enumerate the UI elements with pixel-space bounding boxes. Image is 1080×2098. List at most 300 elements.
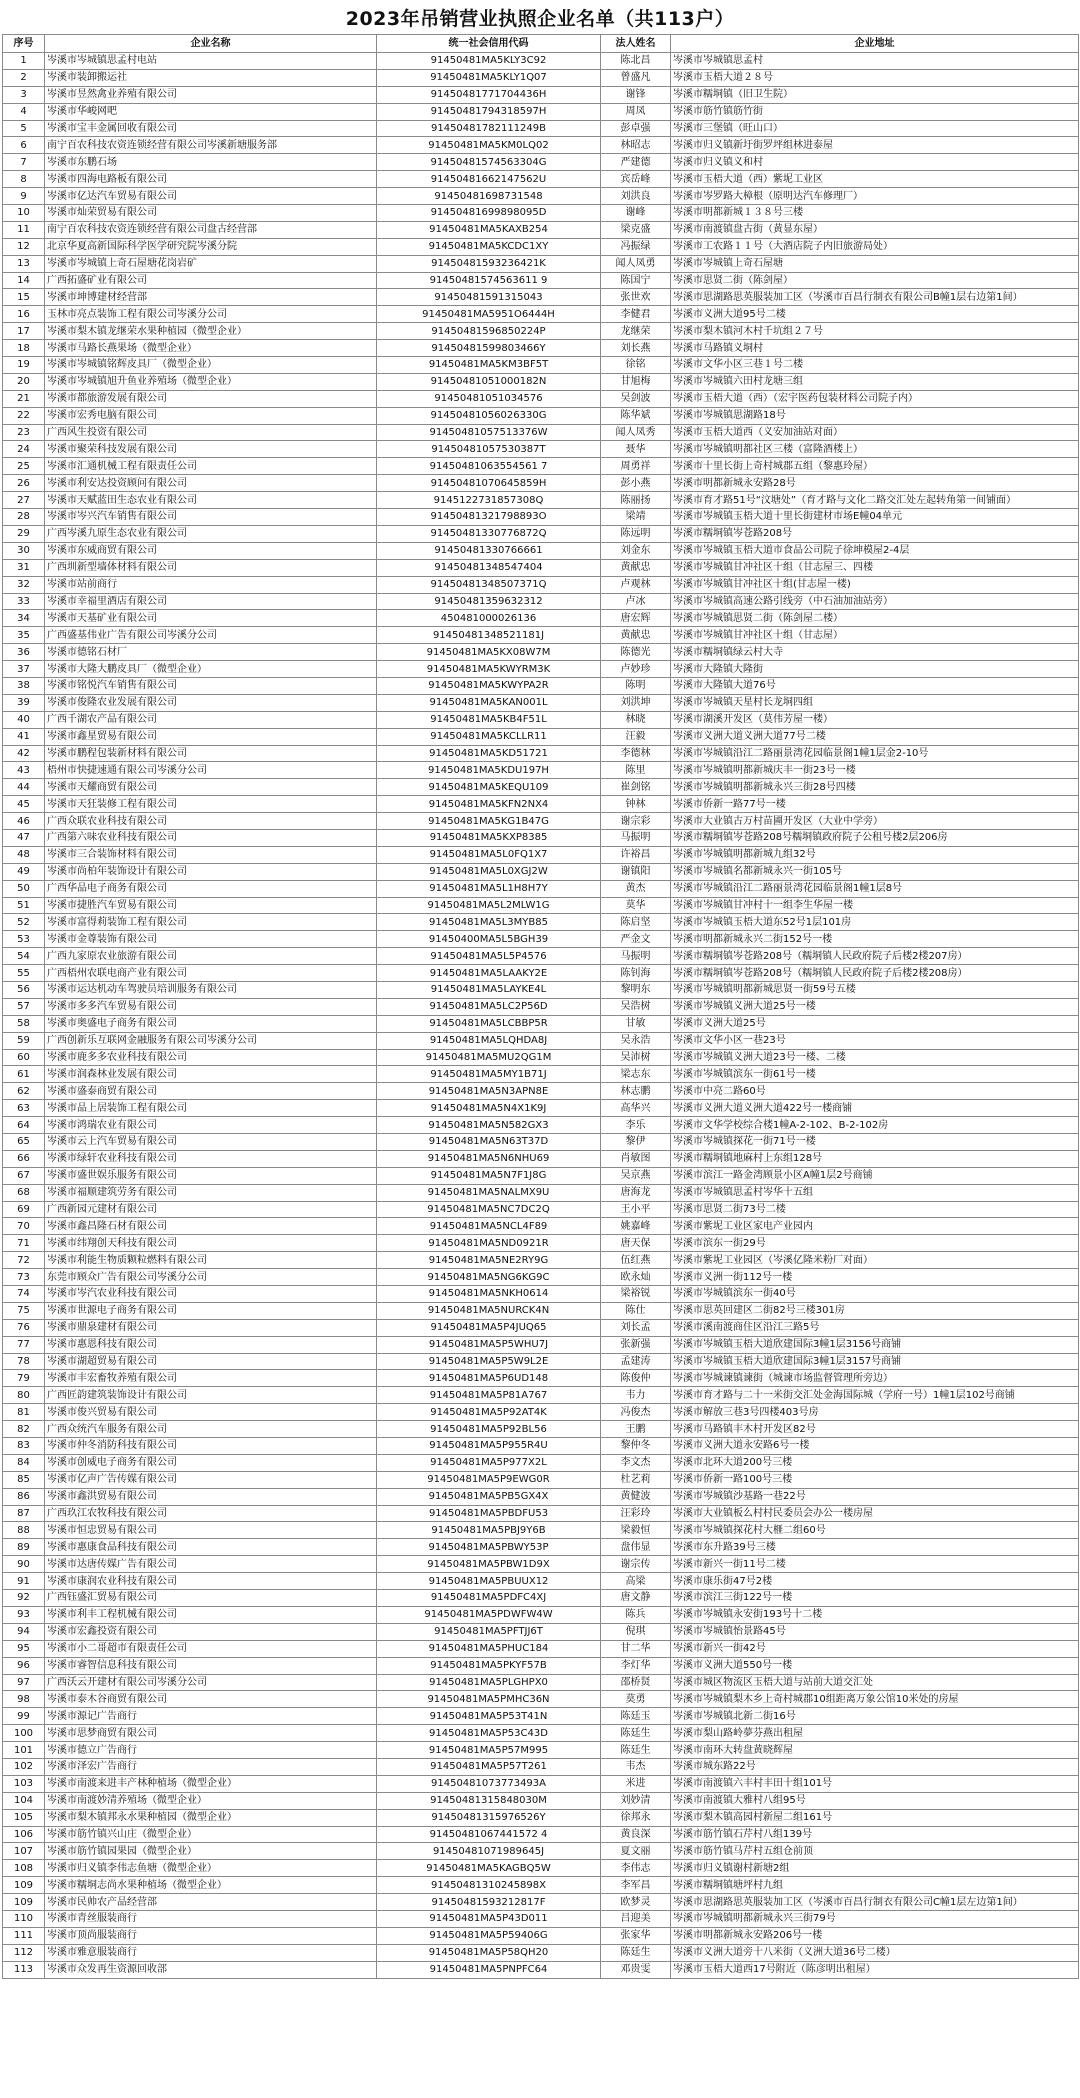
cell-credit-code: 91450481MA5KX08W7M (377, 644, 601, 661)
table-row (3, 86, 1079, 103)
cell-credit-code: 91450481MA5P977X2L (377, 1454, 601, 1471)
cell-company-name: 岑溪市站前商行 (45, 576, 377, 593)
cell-company-name: 岑溪市亿达汽车贸易有限公司 (45, 188, 377, 205)
cell-legal-rep: 刘洪良 (601, 188, 671, 205)
cell-seq: 64 (3, 1117, 45, 1134)
cell-address: 岑溪市玉梧大道２８号 (671, 69, 1079, 86)
cell-company-name: 岑溪市纬翔创天科技有限公司 (45, 1235, 377, 1252)
cell-company-name: 岑溪市多多汽车贸易有限公司 (45, 998, 377, 1015)
cell-seq: 16 (3, 306, 45, 323)
cell-credit-code: 91450481MA5KEQU109 (377, 779, 601, 796)
cell-seq: 38 (3, 677, 45, 694)
table-body (3, 53, 1079, 1979)
table-row (3, 53, 1079, 70)
cell-legal-rep: 欧永灿 (601, 1269, 671, 1286)
cell-legal-rep: 吴京燕 (601, 1167, 671, 1184)
cell-company-name: 岑溪市岑汽农业科技有限公司 (45, 1286, 377, 1303)
cell-credit-code: 91450481330766661 (377, 542, 601, 559)
cell-credit-code: 91450481MA5NC7DC2Q (377, 1201, 601, 1218)
cell-address: 岑溪市义洲大道95号二楼 (671, 306, 1079, 323)
cell-address: 岑溪市思湖路思英服装加工区（岑溪市百昌行制衣有限公司C幢1层左边第1间） (671, 1894, 1079, 1911)
cell-seq: 31 (3, 559, 45, 576)
cell-credit-code: 91450481MA5N6NHU69 (377, 1150, 601, 1167)
cell-company-name: 岑溪市尚柏年装饰设计有限公司 (45, 863, 377, 880)
cell-legal-rep: 周凤 (601, 103, 671, 120)
cell-address: 岑溪市岑城镇探花一街71号一楼 (671, 1134, 1079, 1151)
cell-legal-rep: 陈仕 (601, 1302, 671, 1319)
cell-legal-rep: 姚嘉峰 (601, 1218, 671, 1235)
cell-legal-rep: 吴永浩 (601, 1032, 671, 1049)
cell-legal-rep: 严金文 (601, 931, 671, 948)
cell-company-name: 广西第六味农业科技有限公司 (45, 829, 377, 846)
cell-address: 岑溪市糯垌镇岑苍路208号（糯垌镇人民政府院子后楼2楼207房） (671, 948, 1079, 965)
cell-company-name: 岑溪市鑫昌隆石材有限公司 (45, 1218, 377, 1235)
cell-seq: 105 (3, 1809, 45, 1826)
cell-address: 岑溪市康乐街47号2楼 (671, 1573, 1079, 1590)
table-row (3, 1556, 1079, 1573)
cell-legal-rep: 陈廷生 (601, 1944, 671, 1961)
cell-company-name: 岑溪市归义镇李伟志鱼塘（微型企业） (45, 1860, 377, 1877)
cell-company-name: 岑溪市灿荣贸易有限公司 (45, 205, 377, 222)
cell-seq: 12 (3, 238, 45, 255)
cell-seq: 37 (3, 661, 45, 678)
table-row (3, 576, 1079, 593)
cell-credit-code: 91450481071989645J (377, 1843, 601, 1860)
table-row (3, 1488, 1079, 1505)
cell-credit-code: 91450481MA5LQHDA8J (377, 1032, 601, 1049)
table-row (3, 1826, 1079, 1843)
cell-legal-rep: 林志鹏 (601, 1083, 671, 1100)
cell-address: 岑溪市侨新一路100号三楼 (671, 1471, 1079, 1488)
table-row (3, 998, 1079, 1015)
cell-legal-rep: 曾盛凡 (601, 69, 671, 86)
cell-legal-rep: 陈俊仲 (601, 1370, 671, 1387)
cell-address: 岑溪市思英回建区二街82号三楼301房 (671, 1302, 1079, 1319)
cell-address: 岑溪市南渡镇盘古街（黄显东屋） (671, 221, 1079, 238)
cell-company-name: 玉林市亮点装饰工程有限公司岑溪分公司 (45, 306, 377, 323)
cell-legal-rep: 唐天保 (601, 1235, 671, 1252)
table-row (3, 137, 1079, 154)
cell-credit-code: 91450481057513376W (377, 424, 601, 441)
cell-legal-rep: 伍红燕 (601, 1252, 671, 1269)
cell-seq: 52 (3, 914, 45, 931)
cell-company-name: 岑溪市岑兴汽车销售有限公司 (45, 509, 377, 526)
cell-company-name: 广西玖江农牧科技有限公司 (45, 1505, 377, 1522)
table-row (3, 829, 1079, 846)
cell-legal-rep: 张世欢 (601, 289, 671, 306)
cell-credit-code: 91450481MA5KAN001L (377, 694, 601, 711)
table-row (3, 661, 1079, 678)
cell-credit-code: 91450481MA5PDWFW4W (377, 1606, 601, 1623)
cell-legal-rep: 唐宏辉 (601, 610, 671, 627)
cell-address: 岑溪市岑城镇北新二街16号 (671, 1708, 1079, 1725)
table-row (3, 458, 1079, 475)
cell-address: 岑溪市湖溪开发区（莫伟芳屋一楼） (671, 711, 1079, 728)
table-row (3, 1573, 1079, 1590)
cell-seq: 4 (3, 103, 45, 120)
table-row (3, 965, 1079, 982)
cell-credit-code: 91450481699898095D (377, 205, 601, 222)
cell-seq: 61 (3, 1066, 45, 1083)
cell-legal-rep: 黎伊 (601, 1134, 671, 1151)
cell-seq: 95 (3, 1640, 45, 1657)
cell-company-name: 岑溪市惠恩科技有限公司 (45, 1336, 377, 1353)
cell-legal-rep: 李乐 (601, 1117, 671, 1134)
cell-address: 岑溪市糯垌镇岑苍路208号 (671, 525, 1079, 542)
cell-company-name: 岑溪市鑫洪贸易有限公司 (45, 1488, 377, 1505)
table-row (3, 542, 1079, 559)
cell-credit-code: 91450481MA5PDFC4XJ (377, 1590, 601, 1607)
cell-seq: 113 (3, 1961, 45, 1978)
cell-legal-rep: 梁志东 (601, 1066, 671, 1083)
cell-legal-rep: 陈北昌 (601, 53, 671, 70)
cell-credit-code: 91450481MA5L3MYB85 (377, 914, 601, 931)
cell-company-name: 岑溪市世源电子商务有限公司 (45, 1302, 377, 1319)
cell-legal-rep: 米进 (601, 1775, 671, 1792)
cell-company-name: 广西风生投资有限公司 (45, 424, 377, 441)
cell-legal-rep: 陈廷生 (601, 1725, 671, 1742)
cell-company-name: 岑溪市民帅农产品经营部 (45, 1894, 377, 1911)
cell-credit-code: 91450481MA5P43D011 (377, 1910, 601, 1927)
cell-credit-code: 91450481321798893O (377, 509, 601, 526)
cell-legal-rep: 徐铭 (601, 357, 671, 374)
cell-company-name: 岑溪市泰木谷商贸有限公司 (45, 1691, 377, 1708)
cell-credit-code: 91450481MA5PNPFC64 (377, 1961, 601, 1978)
cell-credit-code: 91450481MA5KAXB254 (377, 221, 601, 238)
cell-address: 岑溪市滨江一路金湾顾景小区A幢1层2号商铺 (671, 1167, 1079, 1184)
cell-legal-rep: 谢峰 (601, 205, 671, 222)
cell-address: 岑溪市梨木镇河木村千坑组２７号 (671, 323, 1079, 340)
cell-legal-rep: 梁毅恒 (601, 1522, 671, 1539)
cell-credit-code: 91450481315976526Y (377, 1809, 601, 1826)
cell-address: 岑溪市岑城镇永安街193号十二楼 (671, 1606, 1079, 1623)
cell-address: 岑溪市南环大转盘黄晓辉屋 (671, 1742, 1079, 1759)
cell-seq: 94 (3, 1623, 45, 1640)
cell-legal-rep: 汪毅 (601, 728, 671, 745)
cell-seq: 112 (3, 1944, 45, 1961)
cell-legal-rep: 莫华 (601, 897, 671, 914)
cell-address: 岑溪市明都新城永安路28号 (671, 475, 1079, 492)
cell-company-name: 岑溪市糯垌志尚水果种植场（微型企业） (45, 1877, 377, 1894)
cell-seq: 14 (3, 272, 45, 289)
cell-seq: 96 (3, 1657, 45, 1674)
cell-address: 岑溪市岑城镇明都新城思贤一街59号五楼 (671, 981, 1079, 998)
table-row (3, 1404, 1079, 1421)
cell-legal-rep: 王鹏 (601, 1421, 671, 1438)
cell-credit-code: 91450481662147562U (377, 171, 601, 188)
table-row (3, 1049, 1079, 1066)
cell-seq: 49 (3, 863, 45, 880)
cell-legal-rep: 周勇祥 (601, 458, 671, 475)
cell-seq: 75 (3, 1302, 45, 1319)
cell-seq: 81 (3, 1404, 45, 1421)
cell-address: 岑溪市筋竹镇石芹村八组139号 (671, 1826, 1079, 1843)
cell-company-name: 岑溪市坤博建材经营部 (45, 289, 377, 306)
cell-company-name: 岑溪市湖超贸易有限公司 (45, 1353, 377, 1370)
cell-seq: 66 (3, 1150, 45, 1167)
table-row (3, 796, 1079, 813)
cell-credit-code: 91450481056026330G (377, 407, 601, 424)
cell-legal-rep: 黎仲冬 (601, 1438, 671, 1455)
cell-credit-code: 91450481073773493A (377, 1775, 601, 1792)
cell-company-name: 岑溪市天基矿业有限公司 (45, 610, 377, 627)
cell-credit-code: 91450481MA5PBW1D9X (377, 1556, 601, 1573)
cell-legal-rep: 吴沛树 (601, 1049, 671, 1066)
cell-company-name: 岑溪市天狂装修工程有限公司 (45, 796, 377, 813)
cell-credit-code: 9145122731857308Q (377, 492, 601, 509)
cell-credit-code: 91450481MA5P92BL56 (377, 1421, 601, 1438)
cell-seq: 70 (3, 1218, 45, 1235)
cell-seq: 57 (3, 998, 45, 1015)
cell-legal-rep: 李德林 (601, 745, 671, 762)
table-row (3, 610, 1079, 627)
cell-address: 岑溪市岑城镇玉梧大道欣建国际3幢1层3157号商铺 (671, 1353, 1079, 1370)
cell-address: 岑溪市大业镇古万村苗圃开发区（大业中学旁） (671, 813, 1079, 830)
cell-seq: 28 (3, 509, 45, 526)
table-row (3, 593, 1079, 610)
cell-address: 岑溪市糯垌镇地麻村上东组128号 (671, 1150, 1079, 1167)
cell-company-name: 岑溪市俊隆农业发展有限公司 (45, 694, 377, 711)
table-row (3, 154, 1079, 171)
cell-seq: 102 (3, 1758, 45, 1775)
header-address: 企业地址 (671, 35, 1079, 53)
cell-legal-rep: 宾岳峰 (601, 171, 671, 188)
table-row (3, 1150, 1079, 1167)
table-row (3, 1877, 1079, 1894)
cell-address: 岑溪市岑城镇滨东一街61号一楼 (671, 1066, 1079, 1083)
cell-seq: 8 (3, 171, 45, 188)
cell-legal-rep: 李健君 (601, 306, 671, 323)
cell-company-name: 岑溪市雅意服装商行 (45, 1944, 377, 1961)
cell-credit-code: 91450481574563611 9 (377, 272, 601, 289)
cell-seq: 13 (3, 255, 45, 272)
cell-credit-code: 91450481348547404 (377, 559, 601, 576)
cell-company-name: 岑溪市宝丰金属回收有限公司 (45, 120, 377, 137)
cell-credit-code: 91450481591315043 (377, 289, 601, 306)
cell-seq: 41 (3, 728, 45, 745)
cell-address: 岑溪市育才路51号“汶塘处”（育才路与文化二路交汇处左起转角第一间铺面） (671, 492, 1079, 509)
cell-legal-rep: 黄杰 (601, 880, 671, 897)
cell-address: 岑溪市糯垌镇（旧卫生院） (671, 86, 1079, 103)
table-row (3, 627, 1079, 644)
cell-company-name: 岑溪市鹿多多农业科技有限公司 (45, 1049, 377, 1066)
table-row (3, 762, 1079, 779)
cell-credit-code: 91450481MA5P4JUQ65 (377, 1319, 601, 1336)
cell-seq: 68 (3, 1184, 45, 1201)
table-row (3, 221, 1079, 238)
cell-address: 岑溪市新兴一街11号二楼 (671, 1556, 1079, 1573)
cell-credit-code: 91450481698731548 (377, 188, 601, 205)
cell-legal-rep: 韦杰 (601, 1758, 671, 1775)
cell-company-name: 岑溪市俊兴贸易有限公司 (45, 1404, 377, 1421)
cell-company-name: 东莞市顾众广告有限公司岑溪分公司 (45, 1269, 377, 1286)
cell-company-name: 北京华夏高新国际科学医学研究院岑溪分院 (45, 238, 377, 255)
cell-address: 岑溪市文华学校综合楼1幢A-2-102、B-2-102房 (671, 1117, 1079, 1134)
cell-seq: 19 (3, 357, 45, 374)
cell-seq: 73 (3, 1269, 45, 1286)
cell-company-name: 岑溪市运达机动车驾驶员培训服务有限公司 (45, 981, 377, 998)
cell-credit-code: 91450481MA5P5W9L2E (377, 1353, 601, 1370)
cell-address: 岑溪市思湖路思英服装加工区（岑溪市百昌行制衣有限公司B幢1层右边第1间） (671, 289, 1079, 306)
cell-seq: 40 (3, 711, 45, 728)
cell-legal-rep: 吕迎美 (601, 1910, 671, 1927)
cell-credit-code: 91450481MA5P53T41N (377, 1708, 601, 1725)
page-title: 2023年吊销营业执照企业名单（共113户） (345, 8, 735, 30)
cell-address: 岑溪市岑城镇义洲大道25号一楼 (671, 998, 1079, 1015)
cell-address: 岑溪市马路镇丰木村开发区82号 (671, 1421, 1079, 1438)
cell-address: 岑溪市义洲大道永安路6号一楼 (671, 1438, 1079, 1455)
cell-company-name: 岑溪市大隆大鹏皮具厂（微型企业） (45, 661, 377, 678)
cell-address: 岑溪市北环大道200号三楼 (671, 1454, 1079, 1471)
cell-legal-rep: 马振明 (601, 948, 671, 965)
cell-seq: 74 (3, 1286, 45, 1303)
cell-address: 岑溪市义洲一街112号一楼 (671, 1269, 1079, 1286)
enterprise-table (2, 34, 1079, 1979)
cell-address: 岑溪市工农路１１号（大酒店院子内旧旅游局处） (671, 238, 1079, 255)
cell-seq: 20 (3, 373, 45, 390)
table-row (3, 948, 1079, 965)
cell-address: 岑溪市岑城镇思孟村 (671, 53, 1079, 70)
cell-company-name: 岑溪市鹏程包装新材料有限公司 (45, 745, 377, 762)
cell-address: 岑溪市岑城镇沿江二路丽景湾花园临景阁1幢1层金2-10号 (671, 745, 1079, 762)
cell-company-name: 岑溪市聚荣科技发展有限公司 (45, 441, 377, 458)
cell-company-name: 南宁百农科技农资连锁经营有限公司岑溪新塘服务部 (45, 137, 377, 154)
table-row (3, 272, 1079, 289)
table-row (3, 69, 1079, 86)
cell-credit-code: 91450481MA5ND0921R (377, 1235, 601, 1252)
table-row (3, 897, 1079, 914)
cell-company-name: 岑溪市云上汽车贸易有限公司 (45, 1134, 377, 1151)
cell-seq: 79 (3, 1370, 45, 1387)
table-row (3, 745, 1079, 762)
table-row (3, 1742, 1079, 1759)
cell-seq: 26 (3, 475, 45, 492)
cell-address: 岑溪市南渡镇六丰村丰田十组101号 (671, 1775, 1079, 1792)
cell-address: 岑溪市岑城镇名都新城永兴一街105号 (671, 863, 1079, 880)
table-row (3, 1353, 1079, 1370)
cell-company-name: 广西岑溪九原生态农业有限公司 (45, 525, 377, 542)
cell-address: 岑溪市岑城镇上奇石屋塘 (671, 255, 1079, 272)
cell-company-name: 岑溪市德立广告商行 (45, 1742, 377, 1759)
table-row (3, 931, 1079, 948)
table-row (3, 1623, 1079, 1640)
table-row (3, 559, 1079, 576)
cell-company-name: 岑溪市岑城镇旭升鱼业养殖场（微型企业） (45, 373, 377, 390)
table-row (3, 103, 1079, 120)
cell-company-name: 岑溪市富得莉装饰工程有限公司 (45, 914, 377, 931)
cell-legal-rep: 邓贵雯 (601, 1961, 671, 1978)
table-row (3, 424, 1079, 441)
table-row (3, 1235, 1079, 1252)
cell-address: 岑溪市岑城镇天星村长龙垌四组 (671, 694, 1079, 711)
cell-credit-code: 91450481593212817F (377, 1894, 601, 1911)
cell-seq: 11 (3, 221, 45, 238)
cell-seq: 5 (3, 120, 45, 137)
cell-address: 岑溪市岑城镇甘冲社区十组（甘志屋三、四楼 (671, 559, 1079, 576)
cell-credit-code: 91450481574563304G (377, 154, 601, 171)
table-row (3, 306, 1079, 323)
cell-credit-code: 91450481MA5N582GX3 (377, 1117, 601, 1134)
cell-address: 岑溪市义洲大道550号一楼 (671, 1657, 1079, 1674)
cell-legal-rep: 聂华 (601, 441, 671, 458)
cell-seq: 1 (3, 53, 45, 70)
table-row (3, 407, 1079, 424)
cell-address: 岑溪市岑城镇思孟村岑华十五组 (671, 1184, 1079, 1201)
cell-address: 岑溪市玉梧大道西（义安加油站对面） (671, 424, 1079, 441)
cell-seq: 111 (3, 1927, 45, 1944)
cell-legal-rep: 吴剑波 (601, 390, 671, 407)
cell-legal-rep: 倪琪 (601, 1623, 671, 1640)
cell-company-name: 岑溪市顶尚服装商行 (45, 1927, 377, 1944)
table-row (3, 1758, 1079, 1775)
cell-credit-code: 91450481070645859H (377, 475, 601, 492)
cell-seq: 44 (3, 779, 45, 796)
table-row (3, 323, 1079, 340)
cell-credit-code: 91450481MA5KLY1Q07 (377, 69, 601, 86)
cell-seq: 76 (3, 1319, 45, 1336)
cell-company-name: 广西众联农业科技有限公司 (45, 813, 377, 830)
cell-seq: 34 (3, 610, 45, 627)
cell-company-name: 岑溪市源记广告商行 (45, 1708, 377, 1725)
cell-seq: 104 (3, 1792, 45, 1809)
cell-legal-rep: 黄健波 (601, 1488, 671, 1505)
cell-credit-code: 91450481MA5NALMX9U (377, 1184, 601, 1201)
cell-legal-rep: 崔剑铭 (601, 779, 671, 796)
cell-address: 岑溪市解放三巷3号四楼403号房 (671, 1404, 1079, 1421)
cell-legal-rep: 唐文静 (601, 1590, 671, 1607)
table-row (3, 1539, 1079, 1556)
cell-legal-rep: 刘洪坤 (601, 694, 671, 711)
cell-legal-rep: 莫勇 (601, 1691, 671, 1708)
cell-address: 岑溪市归义镇新圩街罗坪组林进泰屋 (671, 137, 1079, 154)
table-row (3, 1809, 1079, 1826)
cell-company-name: 岑溪市福顺建筑劳务有限公司 (45, 1184, 377, 1201)
cell-seq: 78 (3, 1353, 45, 1370)
cell-company-name: 岑溪市岑城镇上奇石屋塘花岗岩矿 (45, 255, 377, 272)
cell-company-name: 广西匠韵建筑装饰设计有限公司 (45, 1387, 377, 1404)
table-row (3, 1910, 1079, 1927)
cell-address: 岑溪市文华小区一巷23号 (671, 1032, 1079, 1049)
cell-credit-code: 91450481MA5P58QH20 (377, 1944, 601, 1961)
cell-seq: 23 (3, 424, 45, 441)
cell-company-name: 广西创新乐互联网金融服务有限公司岑溪分公司 (45, 1032, 377, 1049)
cell-credit-code: 91450481051034576 (377, 390, 601, 407)
cell-address: 岑溪市城东路22号 (671, 1758, 1079, 1775)
cell-company-name: 岑溪市思梦商贸有限公司 (45, 1725, 377, 1742)
cell-address: 岑溪市归义镇谢村新塘2组 (671, 1860, 1079, 1877)
cell-seq: 110 (3, 1910, 45, 1927)
cell-seq: 86 (3, 1488, 45, 1505)
cell-company-name: 岑溪市品上居装饰工程有限公司 (45, 1100, 377, 1117)
cell-credit-code: 91450481MA5N63T37D (377, 1134, 601, 1151)
cell-credit-code: 91450481MA5L0XGJ2W (377, 863, 601, 880)
cell-legal-rep: 刘长燕 (601, 340, 671, 357)
table-row (3, 1421, 1079, 1438)
cell-seq: 69 (3, 1201, 45, 1218)
cell-credit-code: 91450481MA5PMHC36N (377, 1691, 601, 1708)
cell-company-name: 岑溪市四海电路板有限公司 (45, 171, 377, 188)
table-row (3, 1944, 1079, 1961)
cell-credit-code: 91450481MA5P955R4U (377, 1438, 601, 1455)
cell-credit-code: 91450481MA5L1H8H7Y (377, 880, 601, 897)
table-row (3, 525, 1079, 542)
table-row (3, 509, 1079, 526)
cell-company-name: 岑溪市东威商贸有限公司 (45, 542, 377, 559)
cell-address: 岑溪市岑城镇明都新城九组32号 (671, 846, 1079, 863)
cell-address: 岑溪市大隆镇大道76号 (671, 677, 1079, 694)
cell-address: 岑溪市岑城镇怡景路45号 (671, 1623, 1079, 1640)
cell-legal-rep: 吴浩树 (601, 998, 671, 1015)
